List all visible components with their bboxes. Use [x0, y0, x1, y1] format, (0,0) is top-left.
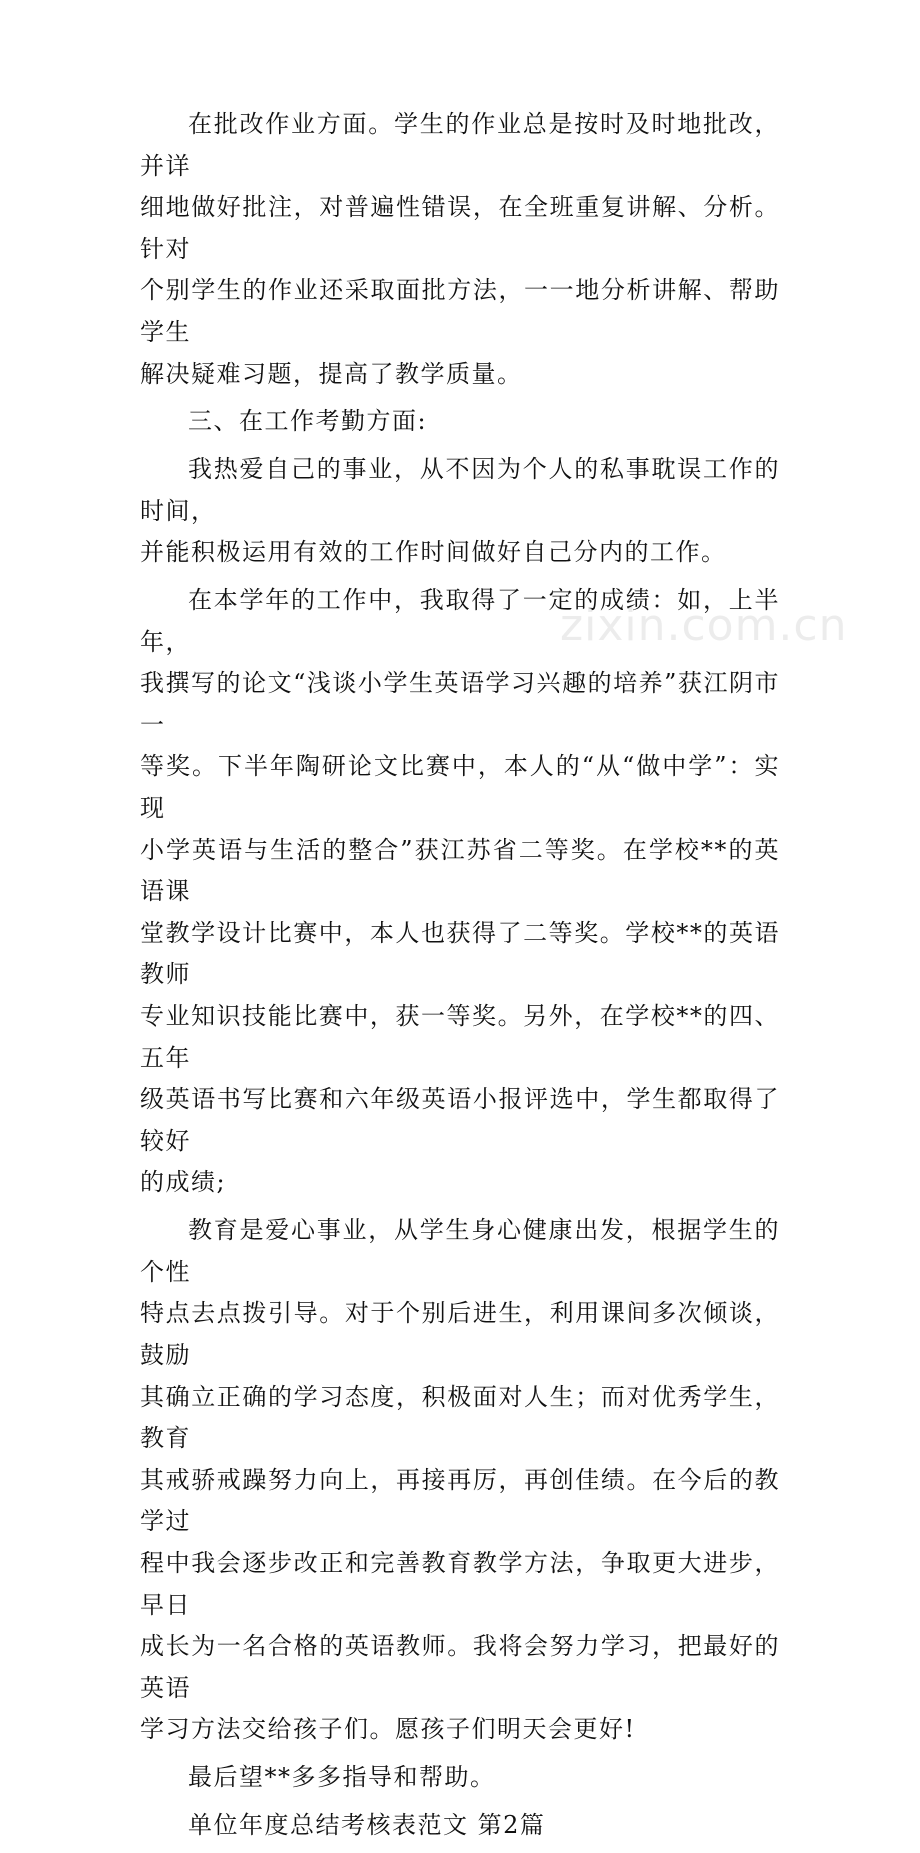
- paragraph-education-philosophy: 教育是爱心事业，从学生身心健康出发，根据学生的个性 特点去点拨引导。对于个别后进生，利用课间多次倾谈，鼓励 其确立正确的学习态度，积极面对人生；而对优秀学生，教育 其戒骄戒躁努力向上，再接再厉，再创佳绩。在今后的教学过 程中我会逐步改正和完善教育教学方法，争取更大进步，早日 成长为一名合格的英语教师。我将会努力学习，把最好的英语 学习方法交给孩子们。愿孩子们明天会更好!: [140, 1216, 780, 1744]
- next-article-title: 单位年度总结考核表范文 第2篇: [188, 1810, 546, 1839]
- document-body: [140, 104, 780, 1853]
- paragraph-dedication: 我热爱自己的事业，从不因为个人的私事耽误工作的时间， 并能积极运用有效的工作时间做好自己分内的工作。: [140, 455, 780, 567]
- section-heading-attendance: 三、在工作考勤方面:: [188, 407, 428, 436]
- paragraph-closing-request: 最后望**多多指导和帮助。: [188, 1763, 496, 1792]
- paragraph-achievements: 在本学年的工作中，我取得了一定的成绩：如，上半年， 我撰写的论文“浅谈小学生英语学习兴趣的培养”获江阴市一 等奖。下半年陶研论文比赛中，本人的“从“做中学”：实现 小学英语与生活的整合”获江苏省二等奖。在学校**的英语课 堂教学设计比赛中，本人也获得了二等奖。学校**的英语教师 专业知识技能比赛中，获一等奖。另外，在学校**的四、五年 级英语书写比赛和六年级英语小报评选中，学生都取得了较好 的成绩;: [140, 586, 780, 1197]
- watermark: zixin.com.cn: [560, 600, 848, 651]
- paragraph-homework-grading: 在批改作业方面。学生的作业总是按时及时地批改，并详 细地做好批注，对普遍性错误，在全班重复讲解、分析。针对 个别学生的作业还采取面批方法，一一地分析讲解、帮助学生 解决疑难习题，提高了教学质量。: [140, 110, 780, 388]
